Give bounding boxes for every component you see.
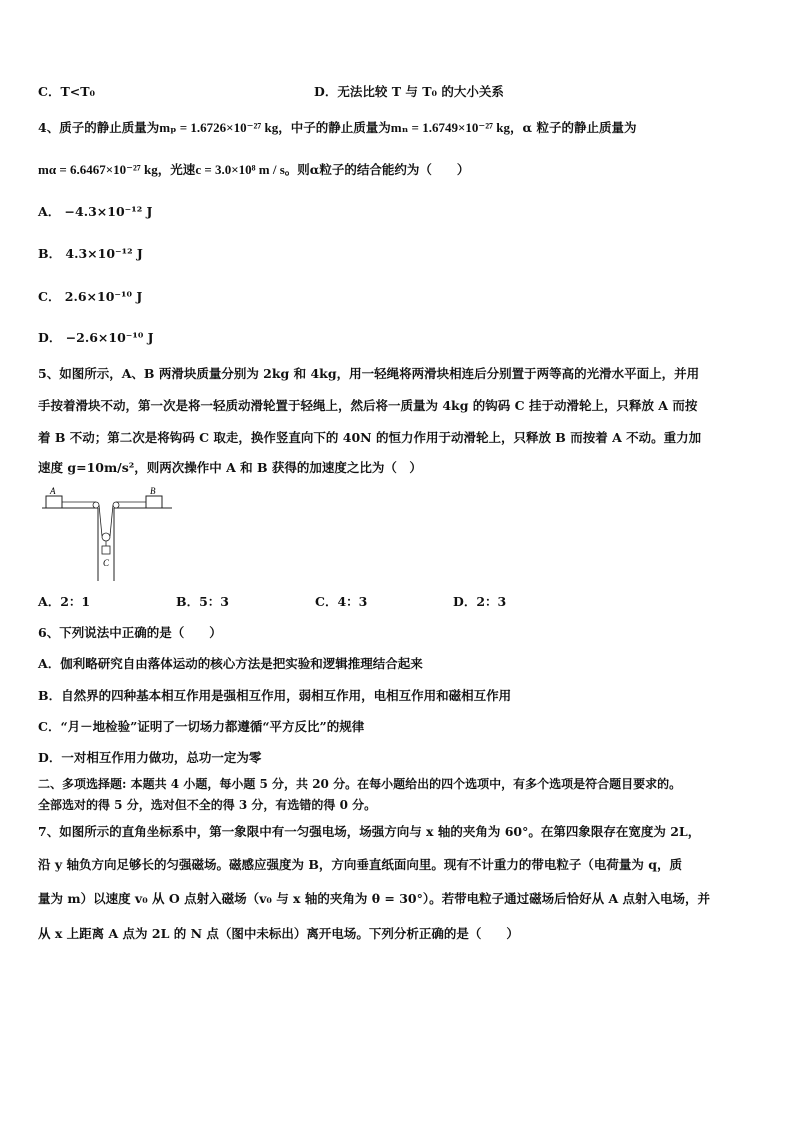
hanging-mass-c (102, 546, 110, 554)
q3-option-c: C．T<T₀ (38, 84, 96, 99)
pulley-figure (40, 486, 180, 582)
left-fixed-pulley (93, 502, 99, 508)
rope-down-left (99, 505, 102, 536)
q5-option-c: C．4：3 (315, 594, 368, 609)
q5-option-d: D．2：3 (453, 594, 507, 609)
q4-option-a: A． −4.3×10⁻¹² J (38, 204, 153, 219)
right-fixed-pulley (113, 502, 119, 508)
q5-stem-line2: 手按着滑块不动，第一次是将一轻质动滑轮置于轻绳上，然后将一质量为 4kg 的钩码 C 挂于动滑轮上，只释放 A 而按 (38, 398, 698, 413)
q7-stem-line1: 7、如图所示的直角坐标系中，第一象限中有一匀强电场，场强方向与 x 轴的夹角为 60°。在第四象限存在宽度为 2L， (38, 824, 701, 839)
q4-alpha-mass: mα = 6.6467×10⁻²⁷ kg (38, 162, 158, 177)
q6-option-b: B．自然界的四种基本相互作用是强相互作用，弱相互作用，电相互作用和磁相互作用 (38, 688, 512, 703)
label-c: C (103, 558, 110, 568)
q6-option-d: D．一对相互作用力做功，总功一定为零 (38, 750, 262, 765)
q4-stem-line2 (38, 162, 469, 178)
q4-option-d: D． −2.6×10⁻¹⁰ J (38, 330, 154, 345)
q4-stem-line1 (38, 120, 637, 136)
section2-heading-line2: 全部选对的得 5 分，选对但不全的得 3 分，有选错的得 0 分。 (38, 798, 377, 812)
q5-stem-line4: 速度 g=10m/s²，则两次操作中 A 和 B 获得的加速度之比为（ ） (38, 460, 422, 475)
block-b (146, 496, 162, 508)
movable-pulley (102, 533, 110, 541)
q5-option-b: B．5：3 (176, 594, 229, 609)
block-a (46, 496, 62, 508)
q6-option-a: A．伽利略研究自由落体运动的核心方法是把实验和逻辑推理结合起来 (38, 656, 423, 671)
q4-text-c: ，α 粒子的静止质量为 (510, 120, 637, 135)
rope-down-right (110, 505, 113, 536)
q4-text-e: 。则α粒子的结合能约为（ ） (284, 162, 470, 177)
q4-option-b: B． 4.3×10⁻¹² J (38, 246, 143, 261)
section2-heading-line1: 二、多项选择题: 本题共 4 小题，每小题 5 分，共 20 分。在每小题给出的四个选项中，有多个选项是符合题目要求的。 (38, 777, 682, 791)
label-b: B (150, 486, 156, 496)
q3-option-d: D．无法比较 T 与 T₀ 的大小关系 (314, 84, 504, 99)
q7-stem-line3: 量为 m）以速度 v₀ 从 O 点射入磁场（v₀ 与 x 轴的夹角为 θ = 30°）。若带电粒子通过磁场后恰好从 A 点射入电场，并 (38, 891, 711, 906)
q7-stem-line4: 从 x 上距离 A 点为 2L 的 N 点（图中未标出）离开电场。下列分析正确的是（ ） (38, 926, 519, 941)
q5-stem-line1: 5、如图所示，A、B 两滑块质量分别为 2kg 和 4kg，用一轻绳将两滑块相连后分别置于两等高的光滑水平面上，并用 (38, 366, 700, 381)
q6-stem: 6、下列说法中正确的是（ ） (38, 625, 222, 640)
q4-text-a: 4、质子的静止质量为 (38, 120, 160, 135)
q4-text-d: ，光速 (157, 162, 196, 177)
q5-option-a: A．2：1 (38, 594, 91, 609)
q4-neutron-mass: mₙ = 1.6749×10⁻²⁷ kg (390, 120, 511, 135)
q4-light-speed: c = 3.0×10⁸ m / s (195, 162, 285, 177)
q5-stem-line3: 着 B 不动；第二次是将钩码 C 取走，换作竖直向下的 40N 的恒力作用于动滑轮上，只释放 B 而按着 A 不动。重力加 (38, 430, 702, 445)
q4-proton-mass: mₚ = 1.6726×10⁻²⁷ kg (159, 120, 279, 135)
label-a: A (50, 486, 56, 496)
q6-option-c: C．“月－地检验”证明了一切场力都遵循“平方反比”的规律 (38, 719, 365, 734)
q4-option-c: C． 2.6×10⁻¹⁰ J (38, 289, 143, 304)
q7-stem-line2: 沿 y 轴负方向足够长的匀强磁场。磁感应强度为 B，方向垂直纸面向里。现有不计重力的带电粒子（电荷量为 q，质 (38, 857, 682, 872)
q4-text-b: ，中子的静止质量为 (278, 120, 391, 135)
